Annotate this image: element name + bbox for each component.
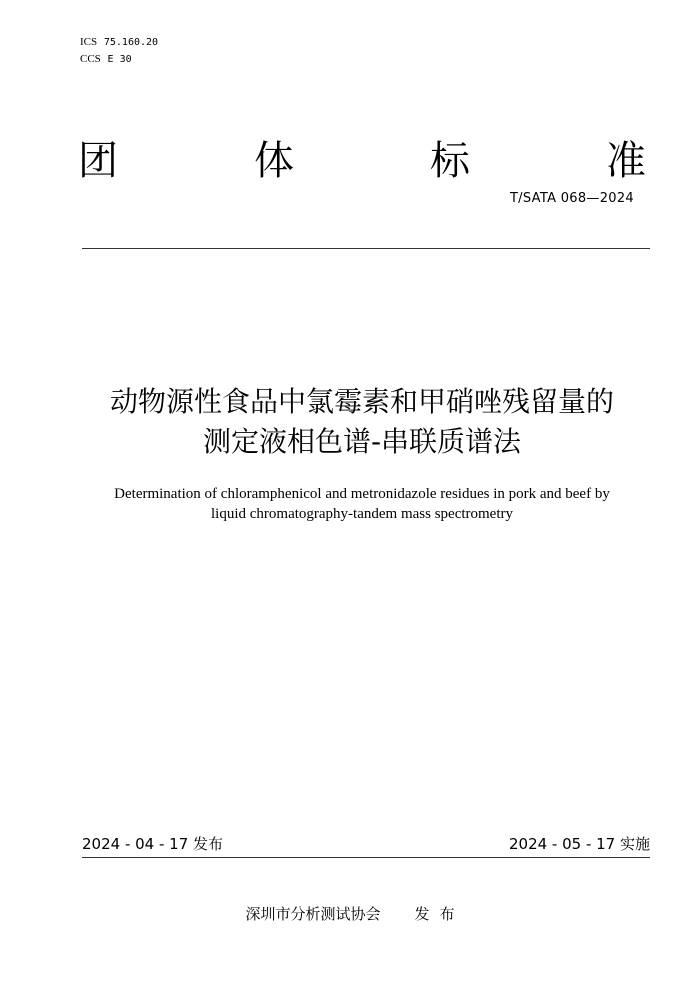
ccs-label: CCS — [80, 53, 101, 65]
english-title — [60, 484, 664, 524]
ics-label: ICS — [80, 36, 98, 48]
issue-date: 2024 - 04 - 17 发布 — [82, 835, 224, 853]
standard-number: T/SATA 068—2024 — [509, 191, 634, 206]
chinese-title — [60, 382, 664, 462]
chinese-title-line-1: 动物源性食品中氯霉素和甲硝唑残留量的 — [109, 385, 614, 418]
ics-code: 75.160.20 — [103, 37, 159, 48]
dates-row — [82, 834, 650, 854]
ccs-code: E 30 — [107, 54, 132, 65]
english-title-line-2: liquid chromatography-tandem mass spectrometry — [211, 506, 513, 522]
top-divider — [82, 248, 650, 249]
bottom-divider — [82, 857, 650, 858]
standard-type-heading — [78, 136, 646, 186]
publisher-name: 深圳市分析测试协会 — [245, 905, 381, 923]
standard-type-char: 体 — [254, 138, 294, 184]
ccs-row — [80, 51, 158, 68]
classification-codes — [80, 34, 158, 68]
standard-type-char: 团 — [78, 138, 118, 184]
publish-action-1: 发 — [414, 905, 430, 923]
english-title-line-1: Determination of chloramphenicol and metronidazole residues in pork and beef by — [114, 486, 610, 502]
ics-row — [80, 34, 158, 51]
implementation-date: 2024 - 05 - 17 实施 — [508, 835, 650, 853]
publish-action-2: 布 — [439, 905, 455, 923]
standard-type-char: 标 — [430, 138, 470, 184]
publisher-line — [0, 904, 700, 924]
chinese-title-line-2: 测定液相色谱-串联质谱法 — [202, 425, 522, 458]
standard-type-char: 准 — [606, 138, 646, 184]
